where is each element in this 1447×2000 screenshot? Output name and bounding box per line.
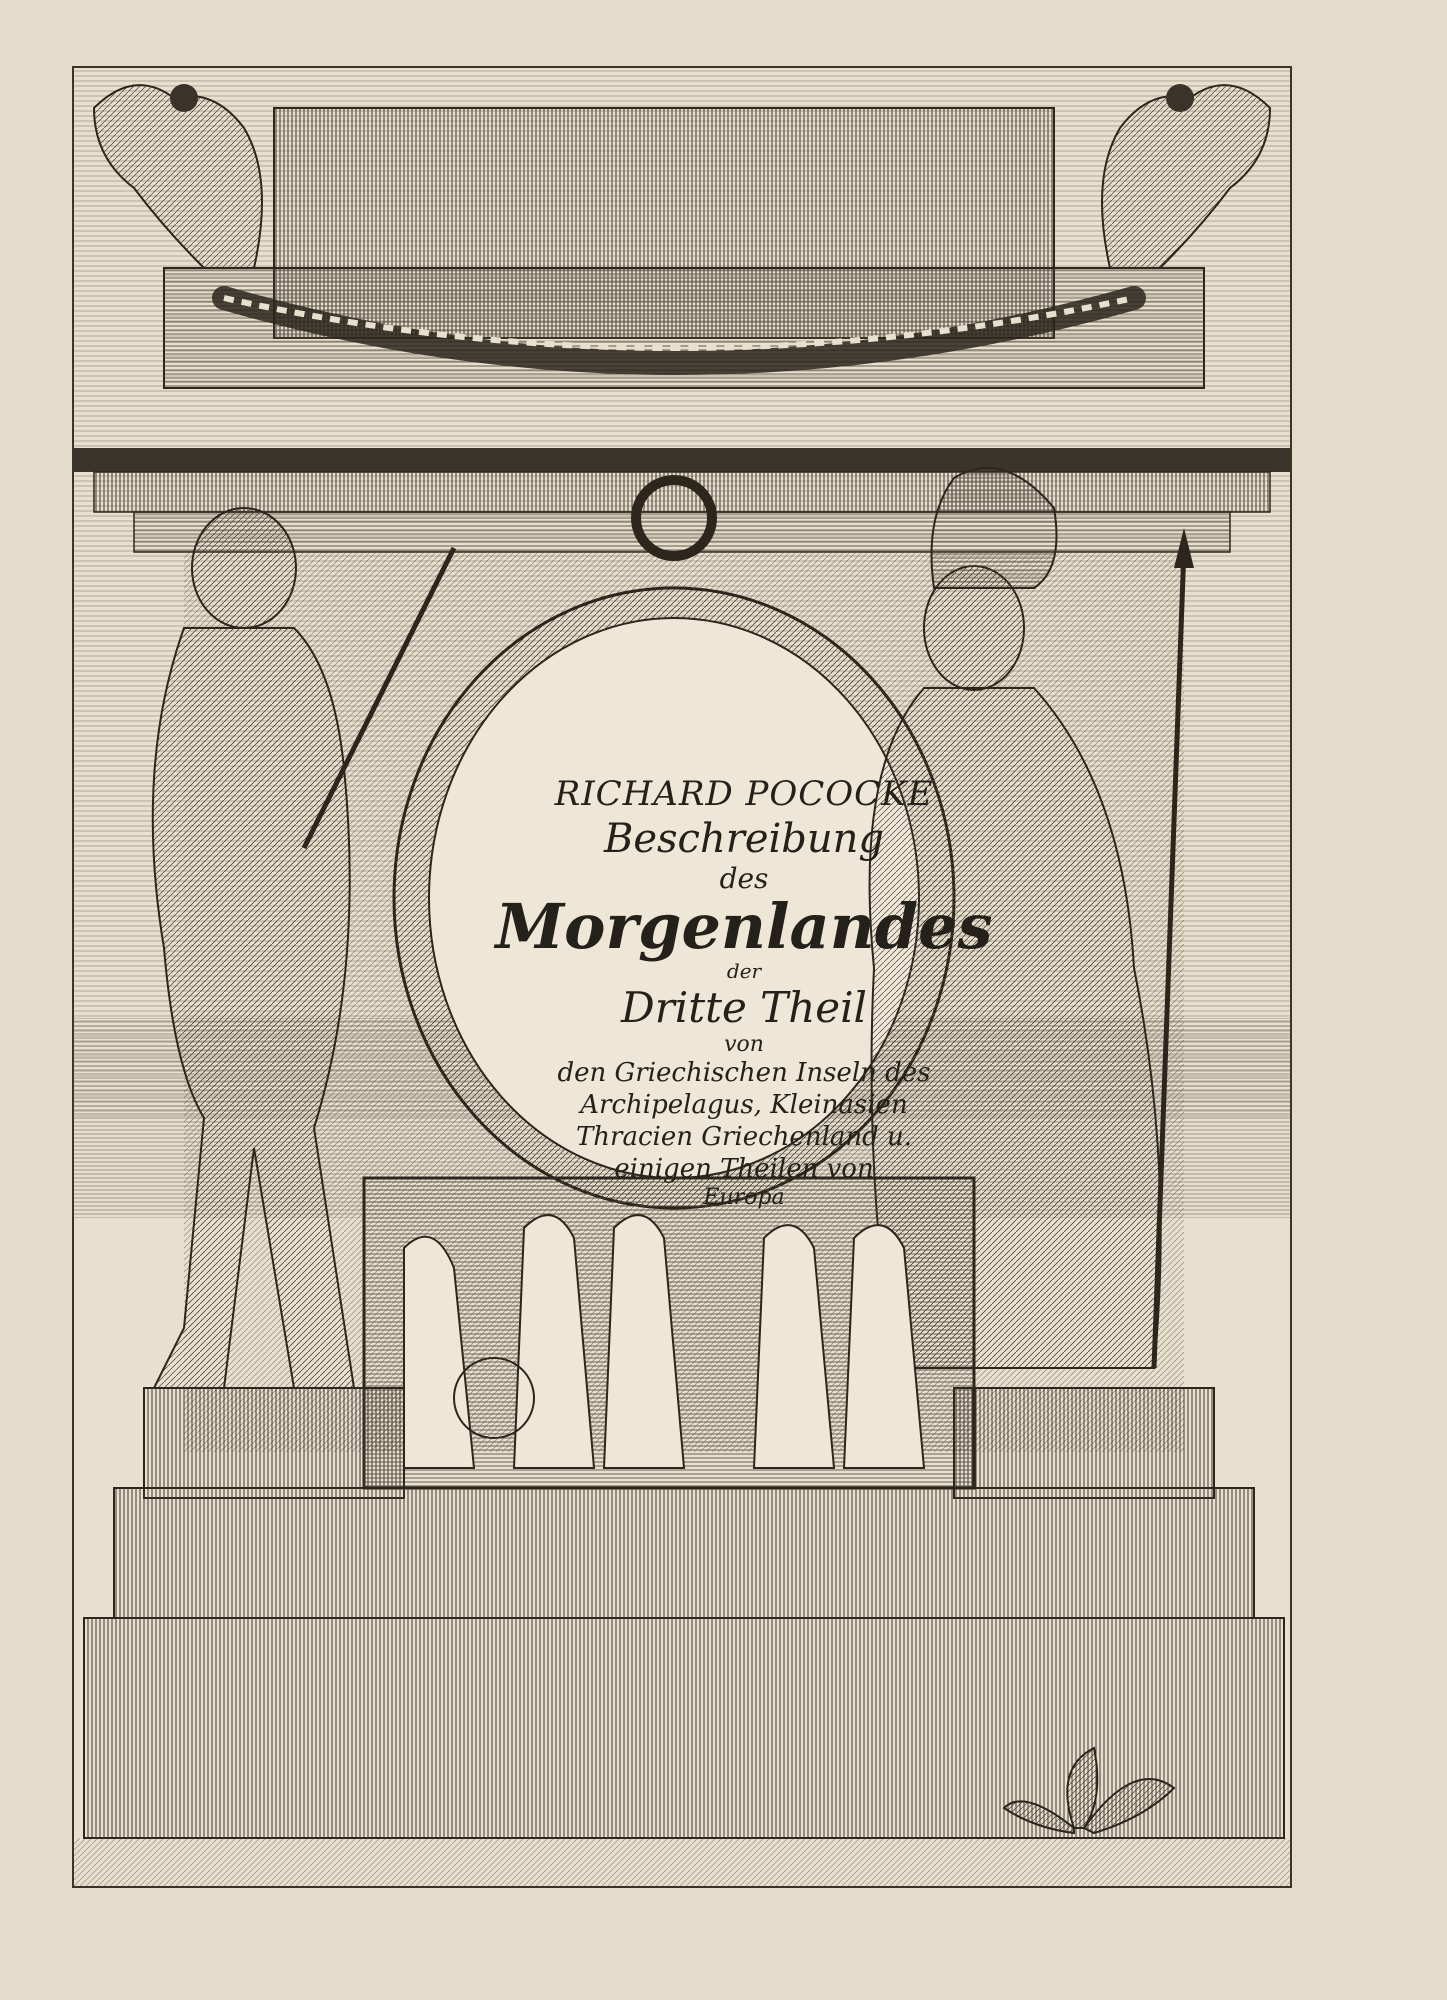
part-title: Dritte Theil <box>621 983 867 1032</box>
pedestal-right <box>954 1388 1214 1498</box>
subtitle-line-1: den Griechischen Inseln des <box>557 1058 931 1088</box>
engraved-plate <box>72 66 1292 1888</box>
title-cartouche <box>494 768 994 1208</box>
cornice-lower <box>134 512 1230 552</box>
subtitle-line-3: Thracien Griechenland u. <box>575 1122 913 1152</box>
base-step-upper <box>114 1488 1254 1618</box>
title-word: Beschreibung <box>603 816 885 862</box>
author-name: RICHARD POCOCKE <box>554 774 934 814</box>
pedestal-left <box>144 1388 404 1498</box>
title-des: des <box>719 862 769 895</box>
subtitle-line-5: Europa <box>703 1185 785 1210</box>
title-der: der <box>726 959 762 983</box>
subtitle-line-2: Archipelagus, Kleinasien <box>580 1090 908 1120</box>
title-von: von <box>724 1032 764 1057</box>
ground <box>74 1838 1290 1886</box>
subtitle-line-4: einigen Theilen von <box>614 1154 874 1184</box>
cornice-top <box>74 448 1290 472</box>
main-title: Morgenlandes <box>495 890 993 963</box>
